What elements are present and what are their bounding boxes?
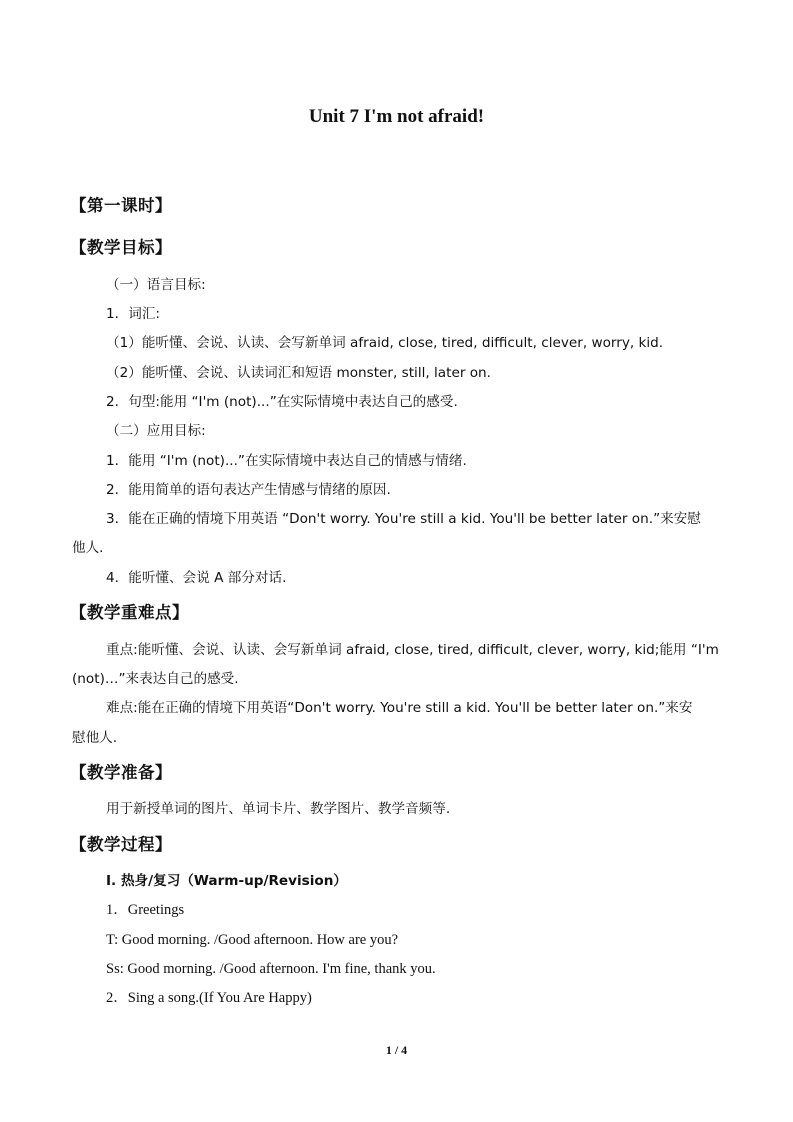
goal-application-heading: （二）应用目标: (106, 423, 206, 439)
goal-apply-3: 3．能在正确的情境下用英语 “Don't worry. You're still a kid. You'll be better later on.”来安慰 (106, 511, 701, 527)
page-number: 1 / 4 (385, 1043, 408, 1057)
section-teaching-process: 【教学过程】 (70, 835, 172, 854)
process-step-warmup: I. 热身/复习（Warm-up/Revision） (106, 873, 348, 889)
goal-vocab-heading: 1．词汇: (106, 306, 161, 322)
goal-vocab-1: （1）能听懂、会说、认读、会写新单词 afraid, close, tired, difficult, clever, worry, kid. (106, 335, 664, 351)
key-point-difficulty: 难点:能在正确的情境下用英语“Don't worry. You're still a kid. You'll be better later on.”来安 (106, 700, 693, 716)
page-title: Unit 7 I'm not afraid! (308, 106, 485, 127)
section-preparation: 【教学准备】 (70, 763, 172, 782)
process-greetings: 1．Greetings (106, 902, 185, 918)
goal-apply-3-continued: 他人. (72, 540, 104, 556)
goal-sentence-pattern: 2．句型:能用 “I'm (not)...”在实际情境中表达自己的感受. (106, 394, 458, 410)
key-point-focus: 重点:能听懂、会说、认读、会写新单词 afraid, close, tired, difficult, clever, worry, kid;能用 “I'm (106, 642, 719, 658)
process-sing-song: 2．Sing a song.(If You Are Happy) (106, 990, 312, 1006)
key-point-difficulty-continued: 慰他人. (72, 730, 118, 746)
goal-vocab-2: （2）能听懂、会说、认读词汇和短语 monster, still, later on. (106, 365, 491, 381)
goal-apply-2: 2．能用简单的语句表达产生情感与情绪的原因. (106, 482, 391, 498)
section-teaching-goals: 【教学目标】 (70, 238, 172, 257)
dialogue-teacher-line: T: Good morning. /Good afternoon. How are you? (106, 932, 399, 948)
dialogue-students-line: Ss: Good morning. /Good afternoon. I'm fine, thank you. (106, 961, 436, 977)
key-point-focus-continued: (not)…”来表达自己的感受. (72, 671, 239, 687)
goal-apply-4: 4．能听懂、会说 A 部分对话. (106, 570, 287, 586)
section-key-points: 【教学重难点】 (70, 603, 189, 622)
goal-language-heading: （一）语言目标: (106, 277, 206, 293)
preparation-text: 用于新授单词的图片、单词卡片、教学图片、教学音频等. (106, 801, 451, 817)
goal-apply-1: 1．能用 “I'm (not)...”在实际情境中表达自己的情感与情绪. (106, 453, 467, 469)
section-first-lesson: 【第一课时】 (70, 196, 172, 215)
